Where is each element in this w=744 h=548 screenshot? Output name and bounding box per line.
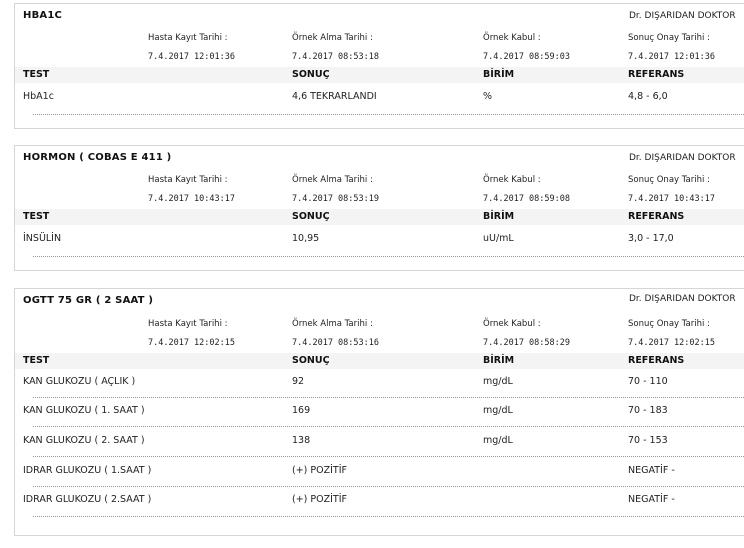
row-birim: mg/dL	[483, 376, 513, 387]
row-sonuc: (+) POZİTİF	[292, 465, 347, 476]
header-sonuc: SONUÇ	[292, 355, 330, 366]
row-divider	[33, 486, 744, 487]
hasta-kayit-label: Hasta Kayıt Tarihi :	[148, 319, 228, 329]
hasta-kayit-label: Hasta Kayıt Tarihi :	[148, 175, 228, 185]
row-sonuc: 92	[292, 376, 305, 387]
row-sonuc: 4,6 TEKRARLANDI	[292, 91, 377, 102]
section-title: HBA1C	[23, 10, 63, 21]
row-referans: 4,8 - 6,0	[628, 91, 668, 102]
row-divider	[33, 256, 744, 257]
header-sonuc: SONUÇ	[292, 211, 330, 222]
row-referans: 3,0 - 17,0	[628, 233, 674, 244]
ornek-alma-value: 7.4.2017 08:53:19	[292, 194, 379, 204]
ornek-alma-label: Örnek Alma Tarihi :	[292, 175, 373, 185]
doctor-name: Dr. DIŞARIDAN DOKTOR	[629, 11, 736, 21]
row-birim: %	[483, 91, 493, 102]
row-test: IDRAR GLUKOZU ( 1.SAAT )	[23, 465, 152, 476]
doctor-name: Dr. DIŞARIDAN DOKTOR	[629, 153, 736, 163]
hasta-kayit-value: 7.4.2017 10:43:17	[148, 194, 235, 204]
table-header	[15, 353, 744, 369]
row-referans: NEGATİF -	[628, 494, 675, 505]
hasta-kayit-label: Hasta Kayıt Tarihi :	[148, 33, 228, 43]
section-hormon	[14, 145, 744, 271]
header-referans: REFERANS	[628, 211, 685, 222]
ornek-alma-label: Örnek Alma Tarihi :	[292, 319, 373, 329]
row-test: KAN GLUKOZU ( 1. SAAT )	[23, 405, 145, 416]
row-birim: mg/dL	[483, 405, 513, 416]
header-birim: BİRİM	[483, 69, 515, 80]
header-referans: REFERANS	[628, 69, 685, 80]
row-divider	[33, 456, 744, 457]
row-birim: mg/dL	[483, 435, 513, 446]
row-divider	[33, 114, 744, 115]
header-birim: BİRİM	[483, 355, 515, 366]
section-hba1c	[14, 3, 744, 129]
header-referans: REFERANS	[628, 355, 685, 366]
row-birim: uU/mL	[483, 233, 514, 244]
ornek-kabul-label: Örnek Kabul :	[483, 33, 541, 43]
section-title: HORMON ( COBAS E 411 )	[23, 152, 172, 163]
row-test: HbA1c	[23, 91, 54, 102]
ornek-alma-value: 7.4.2017 08:53:18	[292, 52, 379, 62]
header-sonuc: SONUÇ	[292, 69, 330, 80]
ornek-kabul-label: Örnek Kabul :	[483, 175, 541, 185]
row-referans: 70 - 183	[628, 405, 668, 416]
sonuc-onay-label: Sonuç Onay Tarihi :	[628, 33, 710, 43]
hasta-kayit-value: 7.4.2017 12:02:15	[148, 338, 235, 348]
ornek-alma-label: Örnek Alma Tarihi :	[292, 33, 373, 43]
header-test: TEST	[23, 211, 50, 222]
row-test: İNSÜLİN	[23, 233, 62, 244]
header-test: TEST	[23, 69, 50, 80]
row-divider	[33, 516, 744, 517]
ornek-alma-value: 7.4.2017 08:53:16	[292, 338, 379, 348]
ornek-kabul-label: Örnek Kabul :	[483, 319, 541, 329]
sonuc-onay-value: 7.4.2017 12:02:15	[628, 338, 715, 348]
row-divider	[33, 426, 744, 427]
ornek-kabul-value: 7.4.2017 08:59:03	[483, 52, 570, 62]
sonuc-onay-value: 7.4.2017 12:01:36	[628, 52, 715, 62]
table-header	[15, 67, 744, 83]
hasta-kayit-value: 7.4.2017 12:01:36	[148, 52, 235, 62]
row-sonuc: 169	[292, 405, 311, 416]
sonuc-onay-label: Sonuç Onay Tarihi :	[628, 319, 710, 329]
row-referans: 70 - 110	[628, 376, 668, 387]
ornek-kabul-value: 7.4.2017 08:59:08	[483, 194, 570, 204]
section-title: OGTT 75 GR ( 2 SAAT )	[23, 295, 154, 306]
row-referans: 70 - 153	[628, 435, 668, 446]
row-test: KAN GLUKOZU ( 2. SAAT )	[23, 435, 145, 446]
row-test: KAN GLUKOZU ( AÇLIK )	[23, 376, 136, 387]
header-birim: BİRİM	[483, 211, 515, 222]
row-divider	[33, 397, 744, 398]
row-sonuc: 10,95	[292, 233, 320, 244]
row-sonuc: 138	[292, 435, 311, 446]
table-header	[15, 209, 744, 225]
doctor-name: Dr. DIŞARIDAN DOKTOR	[629, 294, 736, 304]
ornek-kabul-value: 7.4.2017 08:58:29	[483, 338, 570, 348]
row-referans: NEGATİF -	[628, 465, 675, 476]
section-ogtt	[14, 288, 744, 536]
row-sonuc: (+) POZİTİF	[292, 494, 347, 505]
sonuc-onay-value: 7.4.2017 10:43:17	[628, 194, 715, 204]
row-test: IDRAR GLUKOZU ( 2.SAAT )	[23, 494, 152, 505]
header-test: TEST	[23, 355, 50, 366]
sonuc-onay-label: Sonuç Onay Tarihi :	[628, 175, 710, 185]
